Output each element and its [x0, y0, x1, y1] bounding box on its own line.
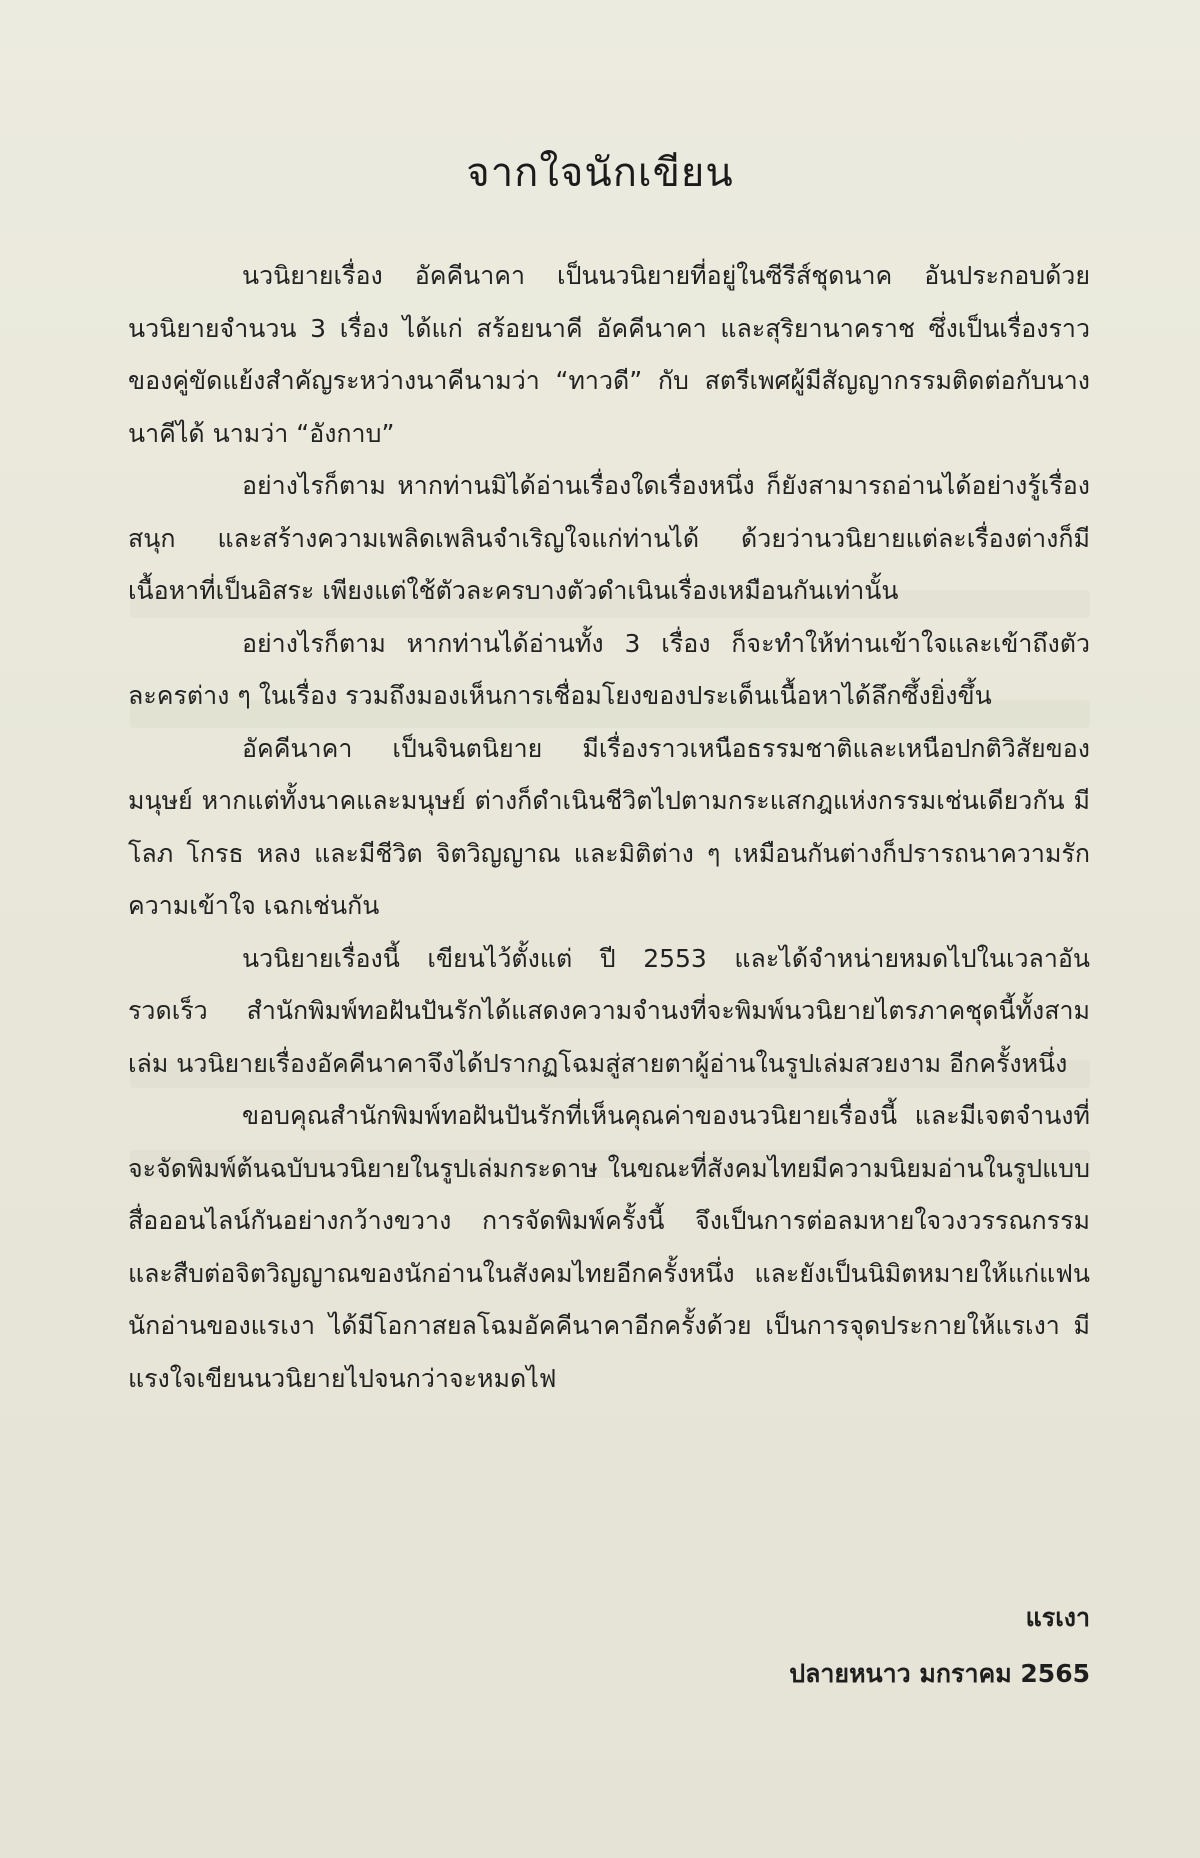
paragraph-3: อย่างไรก็ตาม หากท่านได้อ่านทั้ง 3 เรื่อง ก็จะทำให้ท่านเข้าใจและเข้าถึงตัวละครต่าง ๆ ในเรื่อง รวมถึงมองเห็นการเชื่อมโยงของประเด็นเนื้อหาได้ลึกซึ้งยิ่งขึ้น — [128, 628, 1090, 710]
signature-date: ปลายหนาว มกราคม 2565 — [789, 1659, 1090, 1688]
preface-body — [128, 250, 1090, 1405]
paragraph-5: นวนิยายเรื่องนี้ เขียนไว้ตั้งแต่ ปี 2553 และได้จำหน่ายหมดไปในเวลาอันรวดเร็ว สำนักพิมพ์ทอฝันปันรักได้แสดงความจำนงที่จะพิมพ์นวนิยายไตรภาคชุดนี้ทั้งสามเล่ม นวนิยายเรื่องอัคคีนาคาจึงได้ปรากฏโฉมสู่สายตาผู้อ่านในรูปเล่มสวยงาม อีกครั้งหนึ่ง — [128, 943, 1090, 1078]
paragraph-2: อย่างไรก็ตาม หากท่านมิได้อ่านเรื่องใดเรื่องหนึ่ง ก็ยังสามารถอ่านได้อย่างรู้เรื่อง สนุก และสร้างความเพลิดเพลินจำเริญใจแก่ท่านได้ ด้วยว่านวนิยายแต่ละเรื่องต่างก็มีเนื้อหาที่เป็นอิสระ เพียงแต่ใช้ตัวละครบางตัวดำเนินเรื่องเหมือนกันเท่านั้น — [128, 471, 1090, 605]
page-title: จากใจนักเขียน — [466, 150, 734, 196]
signature-block — [789, 1590, 1090, 1702]
author-name: แรเงา — [1025, 1603, 1090, 1632]
paragraph-4: อัคคีนาคา เป็นจินตนิยาย มีเรื่องราวเหนือธรรมชาติและเหนือปกติวิสัยของมนุษย์ หากแต่ทั้งนาคและมนุษย์ ต่างก็ดำเนินชีวิตไปตามกระแสกฎแห่งกรรมเช่นเดียวกัน มีโลภ โกรธ หลง และมีชีวิต จิตวิญญาณ และมิติต่าง ๆ เหมือนกันต่างก็ปรารถนาความรัก ความเข้าใจ เฉกเช่นกัน — [128, 733, 1090, 920]
paragraph-1: นวนิยายเรื่อง อัคคีนาคา เป็นนวนิยายที่อยู่ในซีรีส์ชุดนาค อันประกอบด้วย นวนิยายจำนวน 3 เรื่อง ได้แก่ สร้อยนาคี อัคคีนาคา และสุริยานาคราช ซึ่งเป็นเรื่องราวของคู่ขัดแย้งสำคัญระหว่างนาคีนามว่า “ทาวดี” กับ สตรีเพศผู้มีสัญญากรรมติดต่อกับนางนาคีได้ นามว่า “อังกาบ” — [128, 261, 1090, 448]
paragraph-6: ขอบคุณสำนักพิมพ์ทอฝันปันรักที่เห็นคุณค่าของนวนิยายเรื่องนี้ และมีเจตจำนงที่จะจัดพิมพ์ต้นฉบับนวนิยายในรูปเล่มกระดาษ ในขณะที่สังคมไทยมีความนิยมอ่านในรูปแบบสื่อออนไลน์กันอย่างกว้างขวาง การจัดพิมพ์ครั้งนี้ จึงเป็นการต่อลมหายใจวงวรรณกรรม และสืบต่อจิตวิญญาณของนักอ่านในสังคมไทยอีกครั้งหนึ่ง และยังเป็นนิมิตหมายให้แก่แฟนนักอ่านของแรเงา ได้มีโอกาสยลโฉมอัคคีนาคาอีกครั้งด้วย เป็นการจุดประกายให้แรเงา มีแรงใจเขียนนวนิยายไปจนกว่าจะหมดไฟ — [128, 1101, 1090, 1393]
